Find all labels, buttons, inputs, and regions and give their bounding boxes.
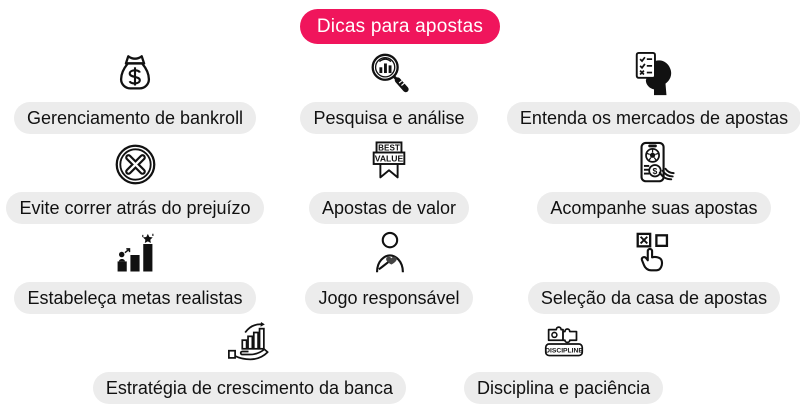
phone-betting-icon <box>631 140 677 187</box>
tip-label: Estabeleça metas realistas <box>14 282 255 315</box>
magnifier-chart-icon <box>366 50 412 97</box>
value-badge-text: VALUE <box>375 153 404 163</box>
goal-bars-star-icon <box>113 230 157 277</box>
checkbox-pointer-hand-icon <box>631 230 677 277</box>
tip-card <box>508 138 800 224</box>
head-checklist-icon <box>631 50 677 97</box>
tip-label: Estratégia de crescimento da banca <box>93 372 406 404</box>
tips-row-2 <box>0 138 800 224</box>
tip-card <box>0 48 270 134</box>
tip-card <box>93 318 406 404</box>
discipline-badge-text: DISCIPLINE <box>545 347 583 354</box>
crossed-circle-icon <box>113 140 158 187</box>
tip-label: Jogo responsável <box>305 282 472 315</box>
tip-label: Seleção da casa de apostas <box>528 282 780 315</box>
tip-card <box>270 138 508 224</box>
tips-row-3 <box>0 228 800 314</box>
tip-label: Entenda os mercados de apostas <box>507 102 800 135</box>
tip-label: Disciplina e paciência <box>464 372 663 404</box>
hand-growth-chart-icon <box>226 320 272 367</box>
best-value-ribbon-icon <box>366 140 412 187</box>
best-badge-text: BEST <box>378 143 400 152</box>
coin-dollar-glyph: $ <box>653 165 658 175</box>
tip-card <box>0 138 270 224</box>
page-title: Dicas para apostas <box>300 9 500 44</box>
tip-label: Apostas de valor <box>309 192 469 225</box>
hand-on-heart-person-icon <box>366 230 412 277</box>
tip-card <box>508 48 800 134</box>
tip-card <box>508 228 800 314</box>
tip-label: Acompanhe suas apostas <box>537 192 770 225</box>
tip-card <box>0 228 270 314</box>
tips-row-4 <box>0 318 778 404</box>
tip-card <box>270 228 508 314</box>
tips-row-1 <box>0 48 800 134</box>
tip-label: Evite correr atrás do prejuízo <box>6 192 263 225</box>
tip-card <box>464 318 663 404</box>
tip-card <box>270 48 508 134</box>
money-bag-icon <box>112 50 158 97</box>
tip-label: Gerenciamento de bankroll <box>14 102 256 135</box>
tip-label: Pesquisa e análise <box>300 102 477 135</box>
discipline-puzzle-icon <box>540 320 588 367</box>
